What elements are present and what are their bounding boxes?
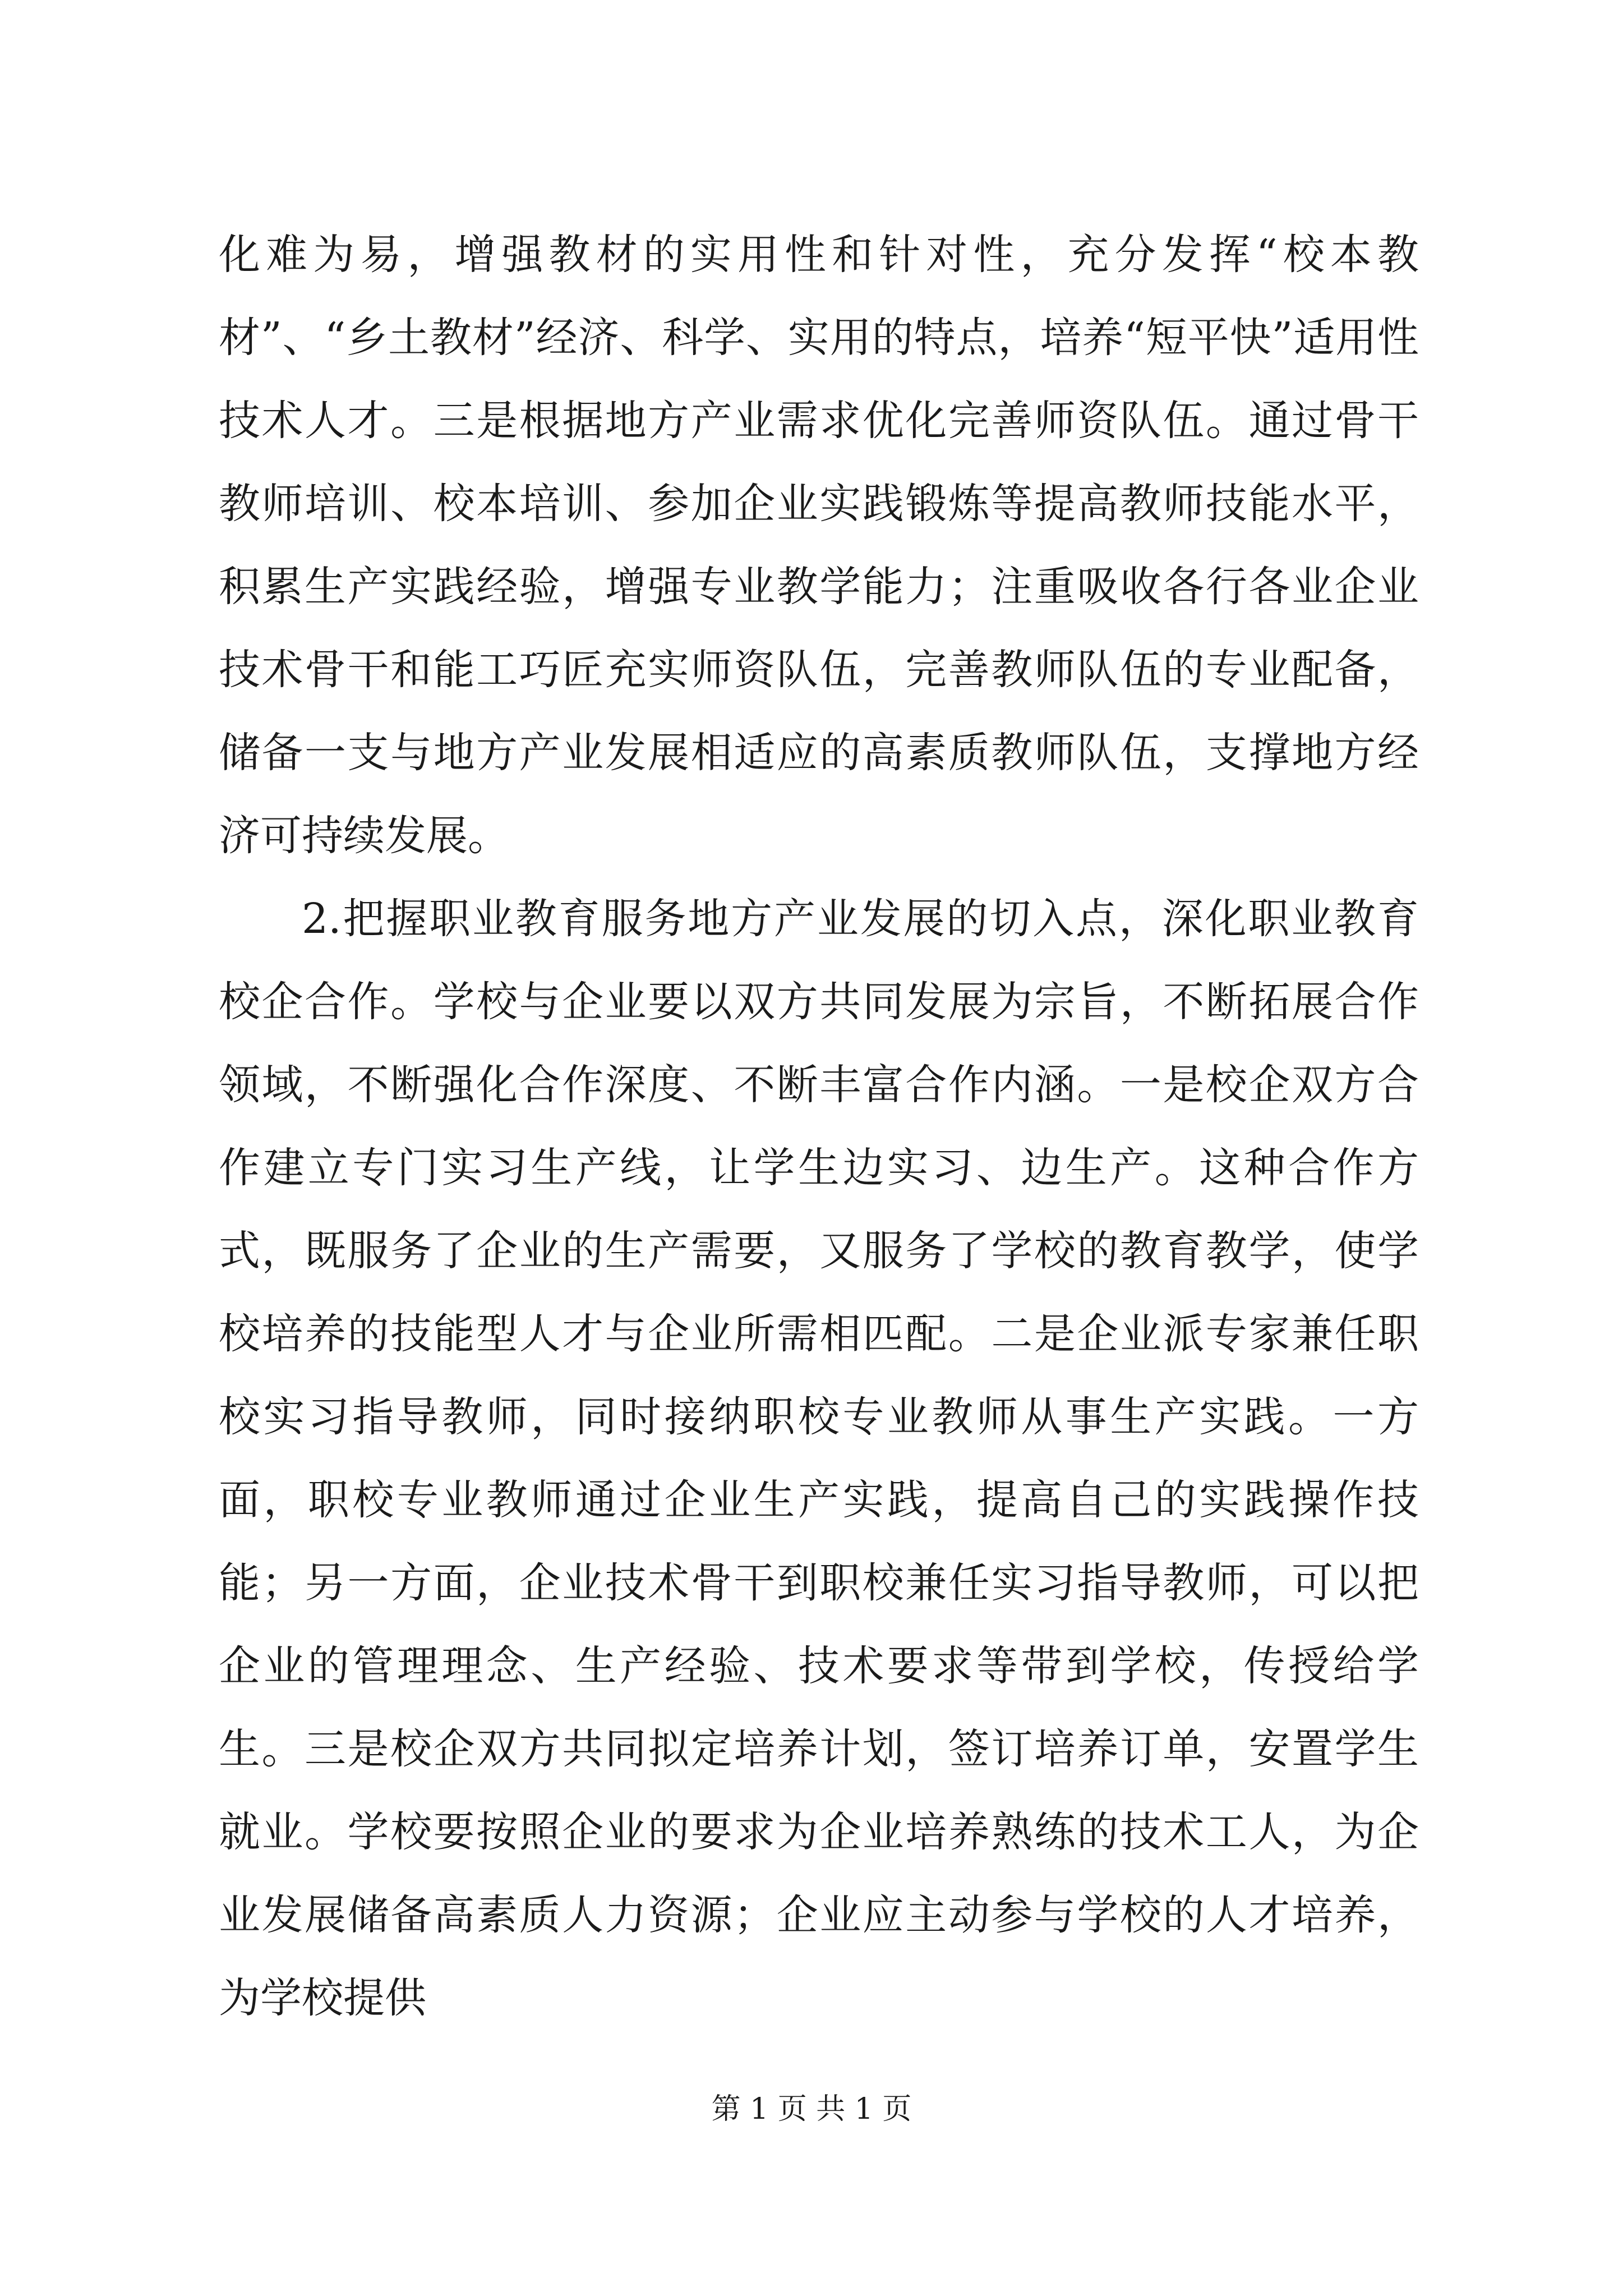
document-body — [219, 213, 1419, 2040]
paragraph-2: 2.把握职业教育服务地方产业发展的切入点，深化职业教育校企合作。学校与企业要以双方共同发展为宗旨，不断拓展合作领域，不断强化合作深度、不断丰富合作内涵。一是校企双方合作建立专门实习生产线，让学生边实习、边生产。这种合作方式，既服务了企业的生产需要，又服务了学校的教育教学，使学校培养的技能型人才与企业所需相匹配。二是企业派专家兼任职校实习指导教师，同时接纳职校专业教师从事生产实践。一方面，职校专业教师通过企业生产实践，提高自己的实践操作技能；另一方面，企业技术骨干到职校兼任实习指导教师，可以把企业的管理理念、生产经验、技术要求等带到学校，传授给学生。三是校企双方共同拟定培养计划，签订培养订单，安置学生就业。学校要按照企业的要求为企业培养熟练的技术工人，为企业发展储备高素质人力资源；企业应主动参与学校的人才培养，为学校提供 — [219, 895, 1419, 2022]
page-footer: 第 1 页 共 1 页 — [711, 2092, 912, 2126]
paragraph-1: 化难为易，增强教材的实用性和针对性，充分发挥“校本教材”、“乡土教材”经济、科学、实用的特点，培养“短平快”适用性技术人才。三是根据地方产业需求优化完善师资队伍。通过骨干教师培训、校本培训、参加企业实践锻炼等提高教师技能水平，积累生产实践经验，增强专业教学能力；注重吸收各行各业企业技术骨干和能工巧匠充实师资队伍，完善教师队伍的专业配备，储备一支与地方产业发展相适应的高素质教师队伍，支撑地方经济可持续发展。 — [219, 231, 1419, 860]
